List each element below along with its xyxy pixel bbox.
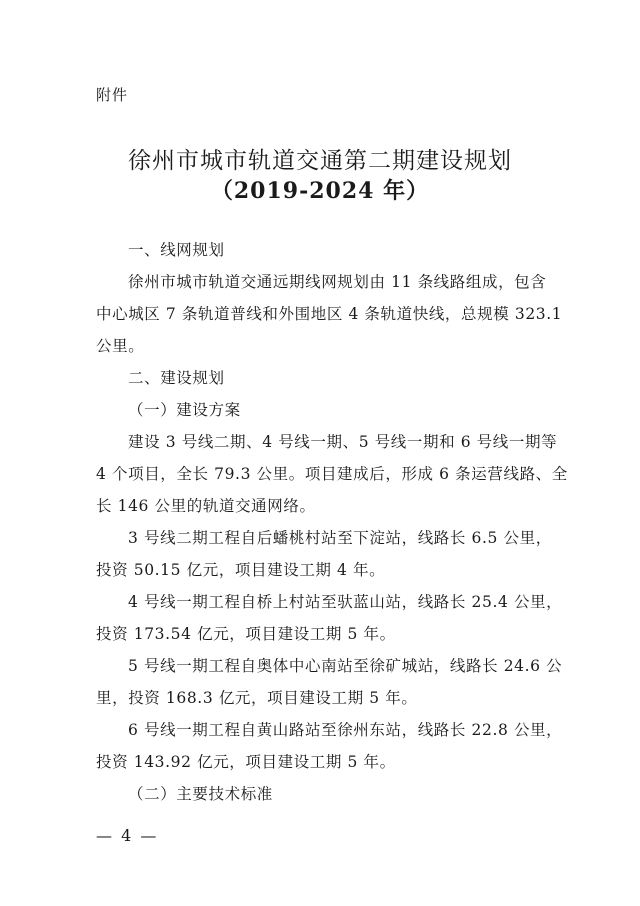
- paragraph-line: 中心城区 7 条轨道普线和外围地区 4 条轨道快线，总规模 323.1: [96, 305, 563, 323]
- paragraph-line: 建设 3 号线二期、4 号线一期、5 号线一期和 6 号线一期等: [128, 433, 558, 451]
- paragraph-line: 4 个项目，全长 79.3 公里。项目建成后，形成 6 条运营线路、全: [96, 465, 568, 483]
- document-title-years: （2019-2024 年）: [210, 178, 430, 204]
- section-heading-network-plan: 一、线网规划: [128, 241, 225, 259]
- page-number: — 4 —: [96, 826, 159, 845]
- paragraph-line-4: 投资 173.54 亿元，项目建设工期 5 年。: [96, 625, 396, 643]
- subheading-technical-standards: （二）主要技术标准: [128, 785, 273, 803]
- attachment-label: 附件: [96, 86, 129, 104]
- document-title: 徐州市城市轨道交通第二期建设规划: [128, 148, 512, 174]
- paragraph-line-3: 3 号线二期工程自后蟠桃村站至下淀站，线路长 6.5 公里，: [128, 529, 552, 547]
- paragraph-line-5: 5 号线一期工程自奥体中心南站至徐矿城站，线路长 24.6 公: [128, 657, 563, 675]
- paragraph-line-4: 4 号线一期工程自桥上村站至驮蓝山站，线路长 25.4 公里，: [128, 593, 563, 611]
- subheading-construction-scheme: （一）建设方案: [128, 401, 241, 419]
- section-heading-construction-plan: 二、建设规划: [128, 369, 225, 387]
- paragraph-line: 长 146 公里的轨道交通网络。: [96, 497, 316, 515]
- paragraph-line-6: 6 号线一期工程自黄山路站至徐州东站，线路长 22.8 公里，: [128, 721, 563, 739]
- paragraph-line-3: 投资 50.15 亿元，项目建设工期 4 年。: [96, 561, 386, 579]
- paragraph-line-6: 投资 143.92 亿元，项目建设工期 5 年。: [96, 753, 396, 771]
- paragraph-line: 徐州市城市轨道交通远期线网规划由 11 条线路组成，包含: [128, 273, 547, 291]
- paragraph-line-5: 里，投资 168.3 亿元，项目建设工期 5 年。: [96, 689, 418, 707]
- paragraph-line: 公里。: [96, 337, 145, 355]
